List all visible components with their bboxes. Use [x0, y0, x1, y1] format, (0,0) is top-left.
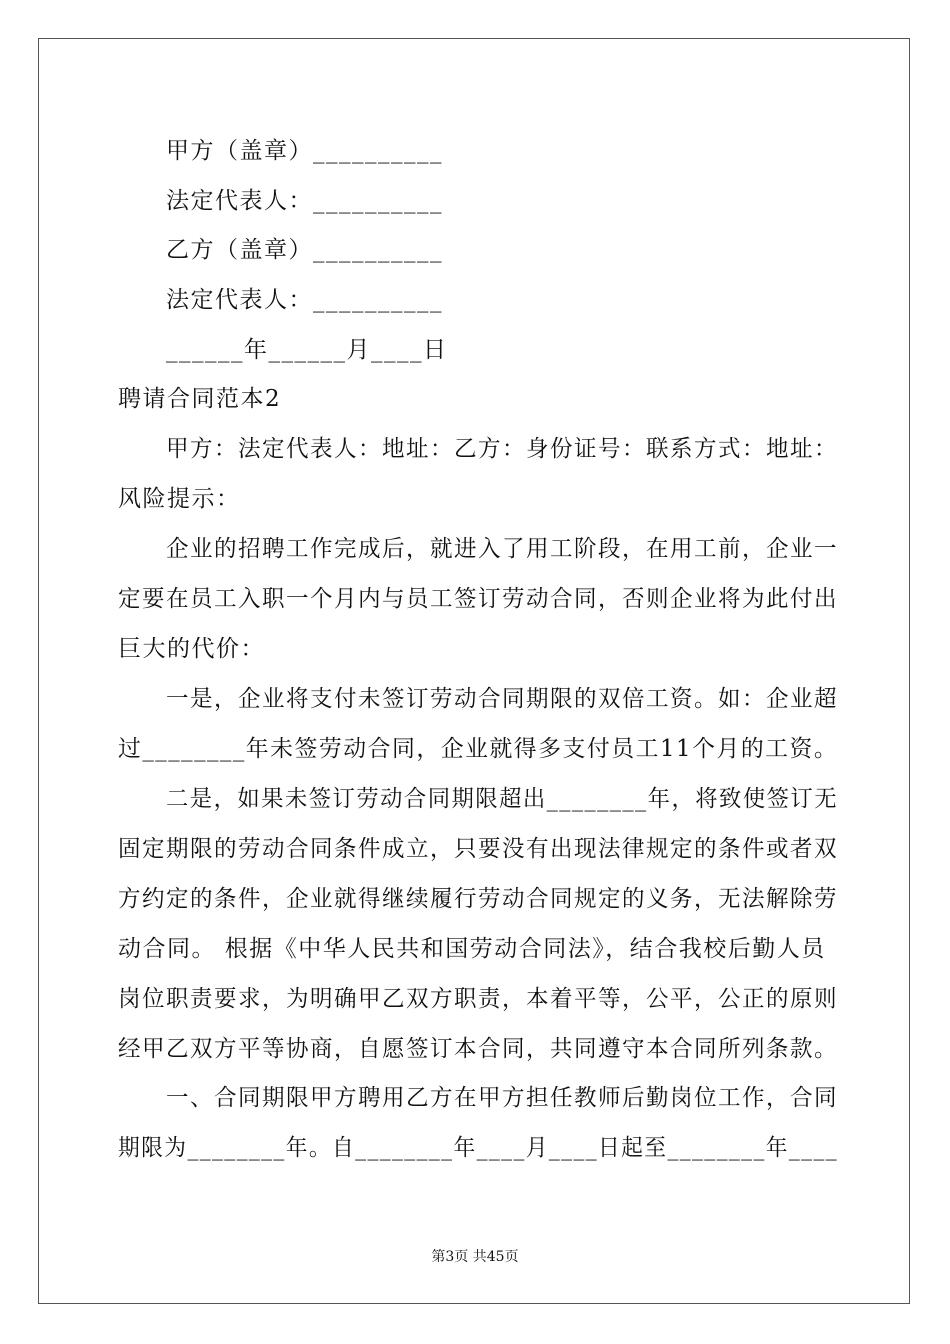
paragraph-line: 巨大的代价：	[118, 636, 265, 662]
legal-representative-line: 法定代表人：__________	[166, 287, 443, 313]
paragraph-line: 二是，如果未签订劳动合同期限超出________年，将致使签订无	[166, 786, 839, 812]
party-a-seal-line: 甲方（盖章）__________	[166, 138, 443, 164]
paragraph-line: 岗位职责要求，为明确甲乙双方职责，本着平等，公平，公正的原则	[118, 986, 839, 1012]
paragraph-line: 固定期限的劳动合同条件成立，只要没有出现法律规定的条件或者双	[118, 836, 839, 862]
paragraph-line: 一、合同期限甲方聘用乙方在甲方担任教师后勤岗位工作，合同	[166, 1085, 839, 1111]
paragraph-line: 甲方：法定代表人：地址：乙方：身份证号：联系方式：地址：	[166, 436, 839, 462]
paragraph-line: 动合同。 根据《中华人民共和国劳动合同法》，结合我校后勤人员	[118, 936, 826, 962]
paragraph-line: 风险提示：	[118, 486, 241, 512]
legal-representative-line: 法定代表人：__________	[166, 188, 443, 214]
page-number-footer: 第3页 共45页	[431, 1249, 519, 1265]
party-b-seal-line: 乙方（盖章）__________	[166, 237, 443, 263]
section-title: 聘请合同范本2	[118, 386, 282, 412]
paragraph-line: 经甲乙双方平等协商，自愿签订本合同，共同遵守本合同所列条款。	[118, 1036, 839, 1062]
signing-date-line: ______年______月____日	[166, 337, 448, 363]
paragraph-line: 期限为________年。自________年____月____日起至________年____	[118, 1135, 839, 1161]
paragraph-line: 企业的招聘工作完成后，就进入了用工阶段，在用工前，企业一	[166, 536, 839, 562]
paragraph-line: 方约定的条件，企业就得继续履行劳动合同规定的义务，无法解除劳	[118, 886, 839, 912]
page-border	[38, 38, 910, 1304]
paragraph-line: 一是，企业将支付未签订劳动合同期限的双倍工资。如：企业超	[166, 686, 839, 712]
paragraph-line: 过________年未签劳动合同，企业就得多支付员工11个月的工资。	[118, 736, 839, 762]
paragraph-line: 定要在员工入职一个月内与员工签订劳动合同，否则企业将为此付出	[118, 586, 839, 612]
